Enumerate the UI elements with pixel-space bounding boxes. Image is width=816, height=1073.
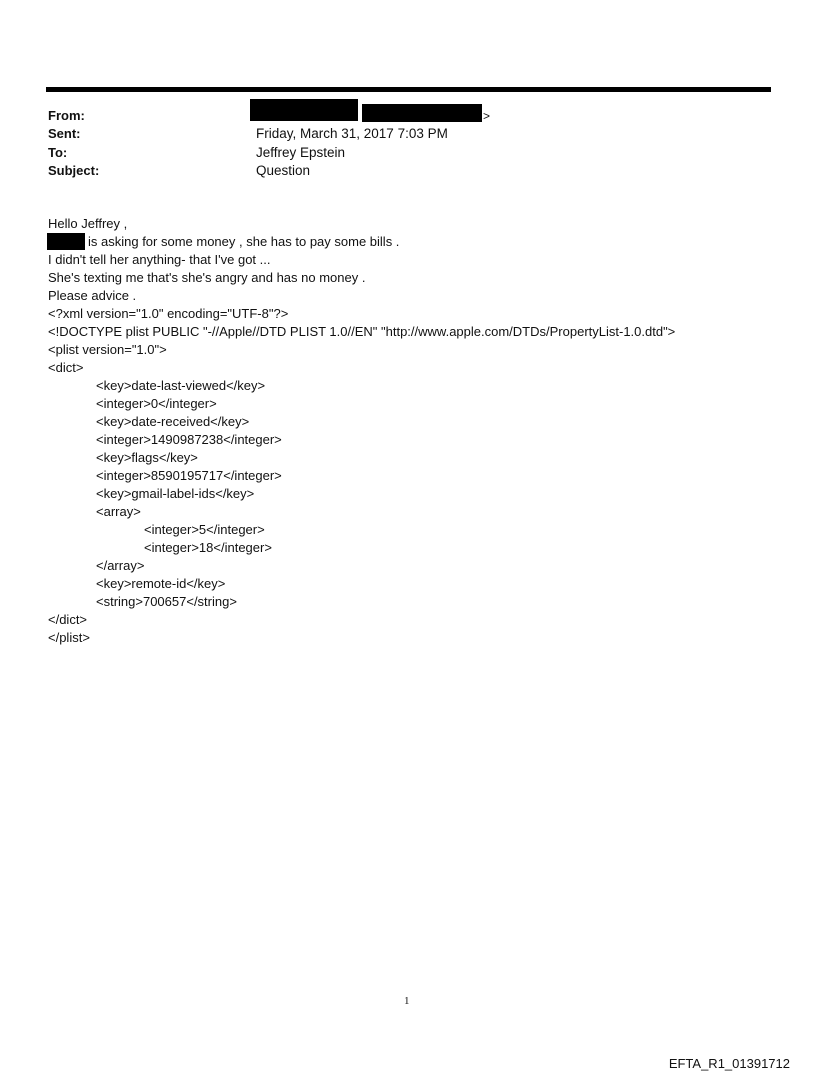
plist-open-tag: <plist version="1.0"> xyxy=(48,342,167,357)
plist-integer-5: <integer>5</integer> xyxy=(144,522,265,537)
plist-dict-close: </dict> xyxy=(48,612,88,627)
from-label: From: xyxy=(48,108,85,123)
subject-label: Subject: xyxy=(48,163,100,178)
header-rule xyxy=(46,87,771,92)
plist-key-date-received: <key>date-received</key> xyxy=(96,414,250,429)
plist-integer-18: <integer>18</integer> xyxy=(144,540,272,555)
to-value: Jeffrey Epstein xyxy=(256,145,346,160)
plist-integer-received: <integer>1490987238</integer> xyxy=(96,432,282,447)
message-line-4: Please advice . xyxy=(48,288,137,303)
plist-array-close: </array> xyxy=(96,558,145,573)
sent-label: Sent: xyxy=(48,126,81,141)
plist-string-remote-id: <string>700657</string> xyxy=(96,594,237,609)
to-label: To: xyxy=(48,145,68,160)
plist-key-remote-id: <key>remote-id</key> xyxy=(96,576,226,591)
from-name-redaction xyxy=(250,99,358,121)
from-value-tail: > xyxy=(483,109,491,123)
message-greeting: Hello Jeffrey , xyxy=(48,216,128,231)
plist-close-tag: </plist> xyxy=(48,630,90,645)
bates-number: EFTA_R1_01391712 xyxy=(668,1056,790,1071)
plist-integer-flags: <integer>8590195717</integer> xyxy=(96,468,282,483)
message-line-1: is asking for some money , she has to pay some bills . xyxy=(88,234,400,249)
from-email-redaction xyxy=(362,104,482,122)
message-line-2: I didn't tell her anything- that I've got ... xyxy=(48,252,271,267)
body-name-redaction xyxy=(47,233,85,250)
plist-integer-0: <integer>0</integer> xyxy=(96,396,217,411)
plist-doctype: <!DOCTYPE plist PUBLIC "-//Apple//DTD PLIST 1.0//EN" "http://www.apple.com/DTDs/PropertyList-1.0.dtd"> xyxy=(48,324,676,339)
plist-dict-open: <dict> xyxy=(48,360,84,375)
plist-key-date-last-viewed: <key>date-last-viewed</key> xyxy=(96,378,266,393)
plist-key-flags: <key>flags</key> xyxy=(96,450,198,465)
message-line-3: She's texting me that's she's angry and has no money . xyxy=(48,270,366,285)
subject-value: Question xyxy=(256,163,311,178)
plist-xml-declaration: <?xml version="1.0" encoding="UTF-8"?> xyxy=(48,306,289,321)
plist-key-gmail-label-ids: <key>gmail-label-ids</key> xyxy=(96,486,255,501)
page-number: 1 xyxy=(404,995,410,1007)
plist-array-open: <array> xyxy=(96,504,141,519)
sent-value: Friday, March 31, 2017 7:03 PM xyxy=(256,126,448,141)
